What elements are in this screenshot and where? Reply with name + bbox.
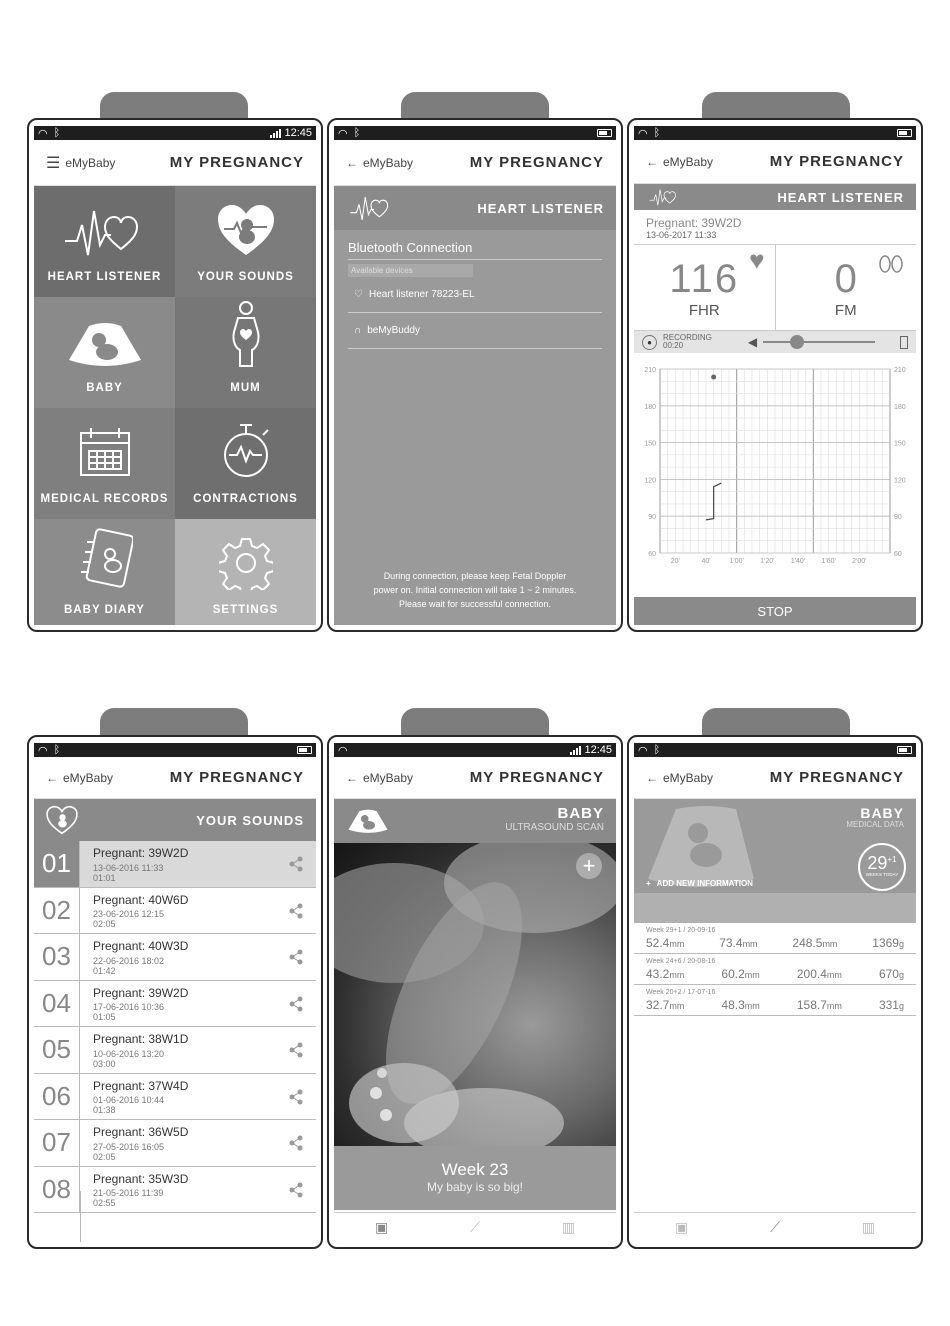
app-logo: eMyBaby xyxy=(663,154,714,169)
sound-number: 05 xyxy=(34,1027,80,1073)
chart-nav-icon[interactable]: ▥ xyxy=(561,1219,576,1235)
app-logo: eMyBaby xyxy=(663,770,714,785)
measurement-value: 43.2mm xyxy=(646,967,685,981)
menu-tile-settings[interactable] xyxy=(175,519,316,625)
connection-note xyxy=(334,569,616,611)
tile-label: BABY xyxy=(86,382,123,394)
menu-tile-your-sounds[interactable] xyxy=(175,186,316,297)
menu-grid xyxy=(34,186,316,625)
sound-duration: 02:05 xyxy=(93,919,116,930)
sound-date: 13-06-2016 11:33 xyxy=(93,862,164,873)
y-tick-label-right: 210 xyxy=(894,367,906,374)
share-icon[interactable] xyxy=(288,1042,304,1063)
share-icon[interactable] xyxy=(288,903,304,924)
week-label: Week 23 xyxy=(441,1160,509,1179)
record-values[interactable] xyxy=(634,965,916,985)
sound-date: 17-06-2016 10:36 xyxy=(93,1002,165,1013)
wifi-icon: ◠ xyxy=(38,127,48,140)
page-title: MY PREGNANCY xyxy=(769,153,904,170)
phone-your-sounds xyxy=(27,735,323,1249)
weeks-plus: +1 xyxy=(887,855,897,864)
plus-icon: + xyxy=(646,879,651,888)
note-line: Please wait for successful connection. xyxy=(398,599,552,609)
heart-baby-icon xyxy=(46,805,78,835)
sound-duration: 01:38 xyxy=(93,1105,116,1116)
page-title: MY PREGNANCY xyxy=(769,769,904,786)
record-date: Week 24+6 / 20-08-16 xyxy=(646,958,716,965)
section-banner xyxy=(334,186,616,230)
stopwatch-icon xyxy=(219,421,273,479)
tile-label: YOUR SOUNDS xyxy=(197,271,294,283)
pregnancy-week: Pregnant: 39W2D xyxy=(646,216,742,230)
sound-item[interactable] xyxy=(34,1120,316,1167)
sound-item[interactable] xyxy=(34,888,316,935)
recording-time: 00:20 xyxy=(663,341,684,350)
app-header xyxy=(34,757,316,799)
caption-text: My baby is so big! xyxy=(426,1180,524,1194)
sound-item[interactable] xyxy=(34,934,316,981)
sound-list xyxy=(34,841,316,1213)
weight-value: 670g xyxy=(878,967,904,981)
fhr-series-line xyxy=(706,483,721,520)
app-logo: eMyBaby xyxy=(65,155,116,170)
chart-nav-icon[interactable]: ▥ xyxy=(861,1219,876,1235)
app-header xyxy=(334,140,616,186)
stop-button[interactable]: STOP xyxy=(634,597,916,625)
signal-icon xyxy=(270,129,281,138)
app-header xyxy=(634,757,916,799)
phone-monitor xyxy=(627,118,923,632)
record-date: Week 29+1 / 20-09-16 xyxy=(646,927,716,934)
y-tick-label: 150 xyxy=(644,440,656,448)
wifi-icon: ◠ xyxy=(638,127,648,140)
medical-banner xyxy=(634,799,916,923)
measurement-value: 48.3mm xyxy=(721,998,760,1012)
ultrasound-baby-icon xyxy=(67,320,143,368)
y-tick-label-right: 60 xyxy=(894,551,902,558)
ultrasound-baby-icon xyxy=(646,803,756,891)
x-tick-label: 1'60' xyxy=(821,558,836,565)
status-bar xyxy=(334,126,616,140)
y-tick-label: 210 xyxy=(644,367,656,374)
phone-baby xyxy=(327,735,623,1249)
battery-icon xyxy=(597,129,612,137)
time: 12:45 xyxy=(284,127,312,139)
share-icon[interactable] xyxy=(288,1089,304,1110)
menu-tile-contractions[interactable] xyxy=(175,408,316,519)
device-item[interactable] xyxy=(348,277,602,313)
speaker-icon: ◀ xyxy=(747,335,758,349)
record-datetime: 13-06-2017 11:33 xyxy=(646,230,717,240)
sound-title: Pregnant: 39W2D xyxy=(93,985,189,1000)
sound-duration: 01:05 xyxy=(93,1012,116,1023)
x-tick-label: 1'40' xyxy=(790,558,806,565)
y-tick-label-right: 180 xyxy=(894,403,906,411)
sound-duration: 01:01 xyxy=(93,872,116,883)
heartbeat-heart-icon xyxy=(346,195,396,221)
banner-title: YOUR SOUNDS xyxy=(196,812,304,828)
y-tick-label: 90 xyxy=(648,514,656,522)
share-icon[interactable] xyxy=(288,1135,304,1156)
sound-item[interactable] xyxy=(34,841,316,888)
app-header xyxy=(334,757,616,799)
bluetooth-icon: ᛒ xyxy=(353,127,361,139)
menu-tile-medical-records[interactable] xyxy=(34,408,175,519)
sound-date: 01-06-2016 10:44 xyxy=(93,1095,165,1106)
heart-icon: ♥ xyxy=(749,245,765,275)
battery-icon xyxy=(900,336,908,349)
hamburger-menu-icon[interactable]: ☰ xyxy=(46,154,61,172)
diary-icon xyxy=(77,528,133,590)
measurement-value: 73.4mm xyxy=(719,936,758,950)
sound-duration: 02:55 xyxy=(93,1198,116,1209)
measurement-value: 248.5mm xyxy=(792,936,838,950)
sound-number: 01 xyxy=(34,841,80,887)
sound-number: 08 xyxy=(34,1167,80,1213)
tile-label: CONTRACTIONS xyxy=(193,493,298,505)
x-tick-label: 20' xyxy=(670,558,680,565)
time: 12:45 xyxy=(584,744,612,756)
banner-title: BABY xyxy=(860,805,904,821)
pregnant-mum-icon xyxy=(226,300,266,368)
sound-title: Pregnant: 39W2D xyxy=(93,846,189,861)
banner-subtitle: ULTRASOUND SCAN xyxy=(505,822,604,833)
y-tick-label-right: 90 xyxy=(894,514,902,522)
sound-number: 02 xyxy=(34,888,80,934)
back-arrow-icon[interactable]: ← xyxy=(346,155,358,170)
x-tick-label: 1'00' xyxy=(729,558,744,565)
wifi-icon: ◠ xyxy=(38,744,48,757)
sound-title: Pregnant: 40W6D xyxy=(93,892,189,907)
phone-bluetooth xyxy=(327,118,623,632)
fm-panel xyxy=(776,245,917,330)
sound-date: 22-06-2016 18:02 xyxy=(93,955,165,966)
weight-value: 331g xyxy=(878,998,904,1012)
phone-medical-data xyxy=(627,735,923,1249)
ultrasound-nav-icon[interactable]: ▣ xyxy=(374,1219,389,1235)
y-tick-label-right: 120 xyxy=(894,477,906,485)
app-header xyxy=(634,140,916,184)
ruler-nav-icon[interactable]: ⟋ xyxy=(770,1219,780,1235)
volume-knob[interactable] xyxy=(790,335,804,349)
menu-tile-baby-diary[interactable] xyxy=(34,519,175,625)
tile-label: BABY DIARY xyxy=(64,604,145,616)
week-caption xyxy=(334,1146,616,1210)
gear-icon xyxy=(219,536,273,590)
weeks-today-badge xyxy=(858,843,906,891)
x-tick-label: 40' xyxy=(701,558,711,565)
status-bar xyxy=(634,126,916,140)
banner-subtitle: MEDICAL DATA xyxy=(846,820,904,829)
sound-item[interactable] xyxy=(34,1027,316,1074)
bluetooth-icon: ᛒ xyxy=(53,127,61,139)
tile-label: HEART LISTENER xyxy=(47,271,162,283)
banner-title: BABY xyxy=(557,805,604,822)
back-arrow-icon[interactable]: ← xyxy=(646,154,658,169)
add-information-button[interactable] xyxy=(646,879,753,888)
page-title: MY PREGNANCY xyxy=(469,769,604,786)
sound-item[interactable] xyxy=(34,1167,316,1214)
heart-device-icon: ♡ xyxy=(354,289,363,300)
section-banner xyxy=(34,799,316,841)
sound-title: Pregnant: 40W3D xyxy=(93,939,189,954)
banner-title: HEART LISTENER xyxy=(477,200,604,216)
note-line: During connection, please keep Fetal Doppler xyxy=(383,571,567,581)
sound-date: 10-06-2016 13:20 xyxy=(93,1048,165,1059)
sound-item[interactable] xyxy=(34,1074,316,1121)
tile-label: MEDICAL RECORDS xyxy=(40,493,169,505)
headphones-icon: ∩ xyxy=(354,325,362,336)
record-values[interactable] xyxy=(634,934,916,954)
measurement-value: 32.7mm xyxy=(646,998,685,1012)
sound-date: 27-05-2016 16:05 xyxy=(93,1141,165,1152)
sound-title: Pregnant: 36W5D xyxy=(93,1125,189,1140)
share-icon[interactable] xyxy=(288,1182,304,1203)
measurement-value: 158.7mm xyxy=(796,998,842,1012)
menu-tile-mum[interactable] xyxy=(175,297,316,408)
bluetooth-icon: ᛒ xyxy=(53,744,61,756)
sound-title: Pregnant: 38W1D xyxy=(93,1032,189,1047)
heartbeat-heart-icon xyxy=(63,207,147,257)
x-tick-label: 2'00' xyxy=(852,558,867,565)
ultrasound-scan-graphic xyxy=(334,843,616,1146)
device-name: Heart listener 78223-EL xyxy=(368,289,475,300)
record-icon[interactable]: ● xyxy=(642,335,657,350)
volume-slider[interactable] xyxy=(763,341,875,343)
y-tick-label: 180 xyxy=(644,403,656,411)
back-arrow-icon[interactable]: ← xyxy=(646,770,658,785)
x-tick-label: 1'20' xyxy=(760,558,775,565)
status-bar xyxy=(634,743,916,757)
tile-label: MUM xyxy=(230,382,261,394)
app-logo: eMyBaby xyxy=(363,155,414,170)
wifi-icon: ◠ xyxy=(338,127,348,140)
weeks-value: 29 xyxy=(867,853,888,873)
recording-label: RECORDING xyxy=(663,333,712,342)
y-tick-label: 120 xyxy=(644,477,656,485)
status-bar xyxy=(334,743,616,757)
battery-icon xyxy=(897,129,912,137)
measurement-value: 52.4mm xyxy=(646,936,685,950)
heartbeat-heart-icon xyxy=(646,188,682,206)
share-icon[interactable] xyxy=(288,996,304,1017)
heart-baby-icon xyxy=(216,203,276,257)
record-values[interactable] xyxy=(634,996,916,1016)
app-logo: eMyBaby xyxy=(63,770,114,785)
page-title: MY PREGNANCY xyxy=(169,769,304,786)
sound-number: 04 xyxy=(34,981,80,1027)
sound-duration: 02:05 xyxy=(93,1151,116,1162)
sound-date: 21-05-2016 11:39 xyxy=(93,1188,164,1199)
baby-feet-icon xyxy=(876,250,906,274)
app-logo: eMyBaby xyxy=(363,770,414,785)
phone-menu xyxy=(27,118,323,632)
sound-number: 06 xyxy=(34,1074,80,1120)
note-line: power on. Initial connection will take 1 ~ 2 minutes. xyxy=(373,585,577,595)
status-bar xyxy=(34,126,316,140)
measurement-value: 60.2mm xyxy=(721,967,760,981)
wifi-icon: ◠ xyxy=(338,744,348,757)
sound-number: 03 xyxy=(34,934,80,980)
available-devices-label: Available devices xyxy=(348,264,473,277)
fhr-chart xyxy=(634,353,916,583)
ruler-nav-icon[interactable]: ⟋ xyxy=(470,1219,480,1235)
battery-icon xyxy=(897,746,912,754)
share-icon[interactable] xyxy=(288,856,304,877)
section-banner xyxy=(634,184,916,210)
device-item[interactable] xyxy=(348,313,602,349)
sound-duration: 01:42 xyxy=(93,965,116,976)
back-arrow-icon[interactable]: ← xyxy=(346,770,358,785)
fm-mark xyxy=(711,375,716,380)
signal-icon xyxy=(570,746,581,755)
menu-tile-baby[interactable] xyxy=(34,297,175,408)
ultrasound-nav-icon[interactable]: ▣ xyxy=(674,1219,689,1235)
ultrasound-baby-icon xyxy=(346,808,390,834)
share-icon[interactable] xyxy=(288,949,304,970)
weeks-label: WEEKS TODAY xyxy=(865,872,899,877)
device-name: beMyBuddy xyxy=(367,325,420,336)
sound-number: 07 xyxy=(34,1120,80,1166)
fhr-value: 116 xyxy=(669,257,740,301)
tile-label: SETTINGS xyxy=(212,604,279,616)
back-arrow-icon[interactable]: ← xyxy=(46,770,58,785)
page-title: MY PREGNANCY xyxy=(169,154,304,171)
bottom-nav xyxy=(634,1212,916,1242)
app-header xyxy=(34,140,316,186)
section-banner xyxy=(334,799,616,843)
bluetooth-icon: ᛒ xyxy=(653,127,661,139)
sound-title: Pregnant: 35W3D xyxy=(93,1171,189,1186)
bluetooth-section-title: Bluetooth Connection xyxy=(348,240,602,260)
measurement-value: 200.4mm xyxy=(796,967,842,981)
calendar-icon xyxy=(78,425,132,479)
page-title: MY PREGNANCY xyxy=(469,154,604,171)
fhr-label: FHR xyxy=(688,302,720,319)
fm-label: FM xyxy=(834,302,857,319)
sound-title: Pregnant: 37W4D xyxy=(93,1078,189,1093)
status-bar xyxy=(34,743,316,757)
banner-title: HEART LISTENER xyxy=(777,189,904,205)
fhr-panel xyxy=(634,245,776,330)
medical-records xyxy=(634,923,916,1016)
sound-date: 23-06-2016 12:15 xyxy=(93,909,165,920)
recording-bar xyxy=(634,331,916,353)
bottom-nav xyxy=(334,1212,616,1242)
bluetooth-icon: ᛒ xyxy=(653,744,661,756)
fm-value: 0 xyxy=(834,257,857,301)
y-tick-label-right: 150 xyxy=(894,440,906,448)
add-information-label: ADD NEW INFORMATION xyxy=(656,879,753,888)
menu-tile-heart-listener[interactable] xyxy=(34,186,175,297)
wifi-icon: ◠ xyxy=(638,744,648,757)
add-icon[interactable]: + xyxy=(576,853,602,879)
battery-icon xyxy=(297,746,312,754)
y-tick-label: 60 xyxy=(648,551,656,558)
sound-duration: 03:00 xyxy=(93,1058,116,1069)
ultrasound-image xyxy=(334,843,616,1146)
weight-value: 1369g xyxy=(872,936,904,950)
record-date: Week 20+2 / 17-07-16 xyxy=(646,989,716,996)
sound-item[interactable] xyxy=(34,981,316,1028)
